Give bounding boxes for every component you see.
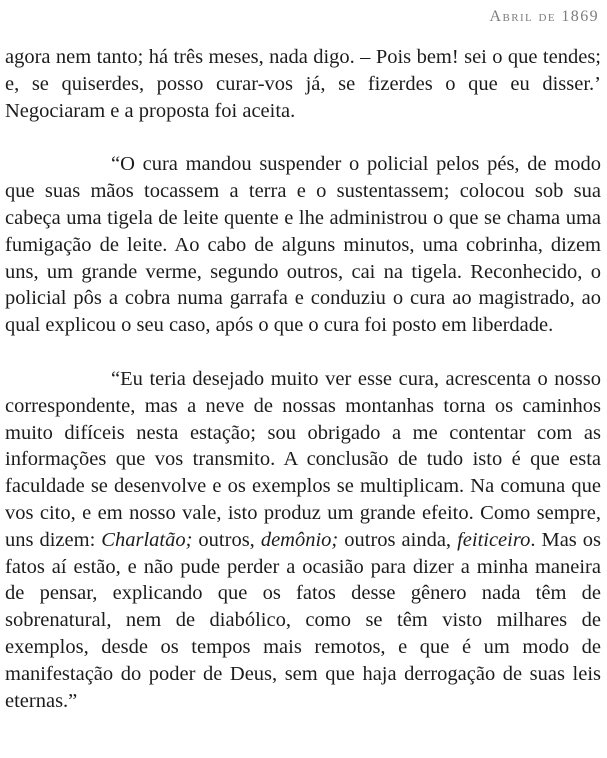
paragraph-3-text-c: outros ainda, — [338, 528, 458, 551]
paragraph-2: “O cura mandou suspender o policial pelos pés, de modo que suas mãos tocassem a terra e o sustentassem; colocou sob sua cabeça uma tigela de leite quente e lhe administrou o que se chama uma fumigação de leite. Ao cabo de alguns minutos, uma cobrinha, dizem uns, um grande verme, segundo outros, cai na tigela. Reconhecido, o policial pôs a cobra numa garrafa e conduziu o cura ao magistrado, ao qual explicou o seu caso, após o que o cura foi posto em liberdade. — [5, 153, 601, 337]
running-head: Abril de 1869 — [489, 8, 599, 25]
paragraph-spacer — [5, 339, 601, 366]
page-body — [5, 44, 601, 714]
paragraph-3 — [5, 366, 601, 714]
paragraph-1: agora nem tanto; há três meses, nada digo. – Pois bem! sei o que tendes; e, se quiserdes, posso curar-vos já, se fizerdes o que eu disser.’ Negociaram e a proposta foi aceita. — [5, 46, 601, 122]
paragraph-3-text-d: . Mas os fatos aí estão, e não pude perder a ocasião para dizer a minha maneira de pensar, explicando que os fatos desse gênero nada têm de sobrenatural, nem de diabólico, como se têm visto milhares de exemplos, desde os tempos mais remotos, e que é um modo de manifestação do poder de Deus, sem que haja derrogação de suas leis eternas.” — [5, 528, 602, 712]
italic-term-demonio: demônio; — [260, 528, 339, 551]
paragraph-3-text-a: “Eu teria desejado muito ver esse cura, acrescenta o nosso correspondente, mas a neve de nossas montanhas torna os caminhos muito difíceis nesta estação; sou obrigado a me contentar com as informações que vos transmito. A conclusão de tudo isto é que esta faculdade se desenvolve e os exemplos se multiplicam. Na comuna que vos cito, e em nosso vale, isto produz um grande efeito. Como sempre, uns dizem: — [5, 367, 601, 551]
paragraph-3-text-b: outros, — [192, 528, 261, 551]
paragraph-spacer — [5, 124, 601, 151]
italic-term-feiticeiro: feiticeiro — [457, 528, 531, 551]
italic-term-charlatao: Charlatão; — [101, 528, 193, 551]
